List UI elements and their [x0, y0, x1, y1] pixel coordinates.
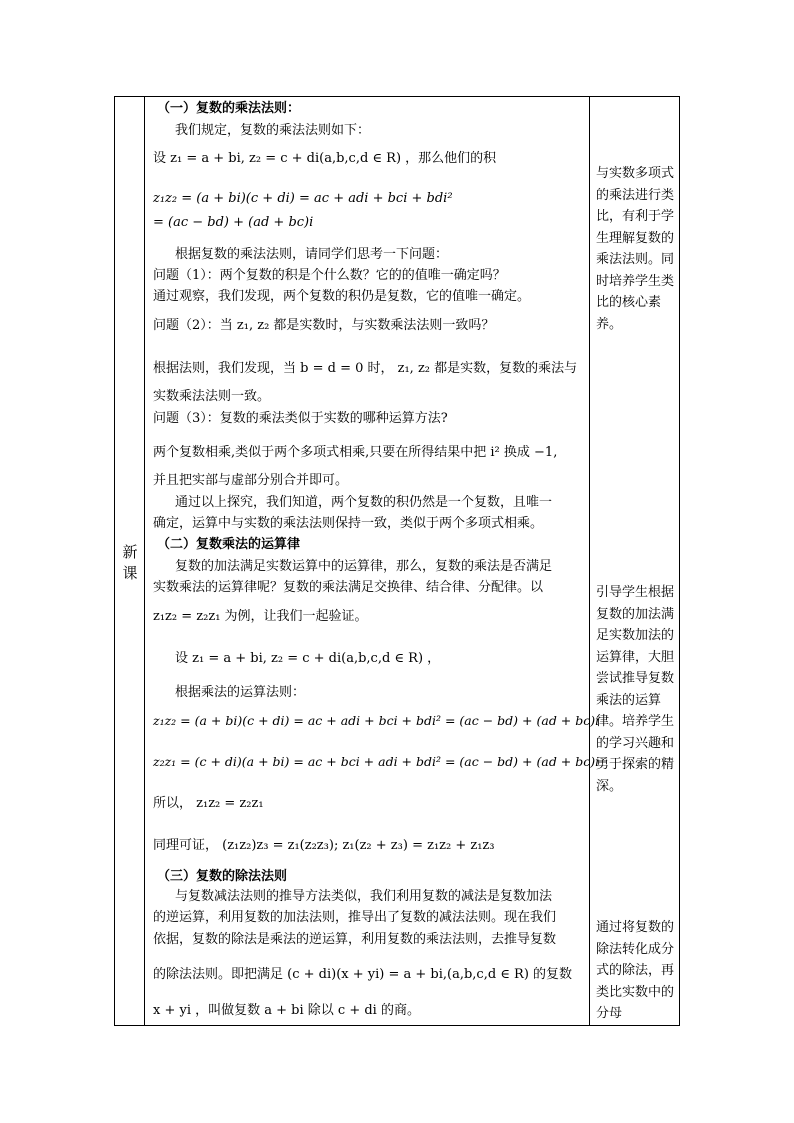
equation: z₂z₁ = (c + di)(a + bi) = ac + bci + adi + bdi² = (ac − bd) + (ad + bc)i [153, 754, 600, 769]
paragraph-definition: 设 z₁ = a + bi, z₂ = c + di(a,b,c,d ∈ R) ，那么他们的积 [153, 151, 497, 166]
note-multiplication: 与实数多项式的乘法进行类比，有利于学生理解复数的乘法法则。同时培养学生类比的核心素养。 [596, 166, 675, 332]
paragraph: 根据乘法的运算法则： [175, 685, 306, 700]
notes-column [589, 97, 679, 1025]
paragraph: z₁z₂ = z₂z₁ 为例，让我们一起验证。 [153, 609, 368, 624]
lesson-table [114, 96, 680, 1026]
answer-3: 两个复数相乘,类似于两个多项式相乘,只要在所得结果中把 i² 换成 −1, [153, 445, 558, 460]
answer-2: 根据法则，我们发现，当 b = d = 0 时， z₁, z₂ 都是实数，复数的乘法与 [153, 361, 578, 376]
heading-multiplication-rule: （一）复数的乘法法则： [157, 101, 301, 116]
paragraph: 与复数减法法则的推导方法类似，我们利用复数的减法是复数加法 [175, 889, 553, 904]
section-label: 新课 [122, 543, 138, 582]
paragraph: 复数的加法满足实数运算中的运算律，那么，复数的乘法是否满足 [175, 559, 553, 574]
paragraph: 所以， z₁z₂ = z₂z₁ [153, 796, 264, 811]
question-2: 问题（2）：当 z₁, z₂ 都是实数时，与实数乘法法则一致吗？ [153, 318, 495, 333]
paragraph: 根据复数的乘法法则，请同学们思考一下问题： [175, 247, 449, 262]
heading-division-rule: （三）复数的除法法则 [157, 869, 288, 884]
answer-3-cont: 并且把实部与虚部分别合并即可。 [153, 473, 349, 488]
answer-1: 通过观察，我们发现，两个复数的积仍是复数，它的值唯一确定。 [153, 289, 531, 304]
note-division: 通过将复数的除法转化成分式的除法，再类比实数中的分母 [596, 920, 675, 1021]
paragraph: 我们规定，复数的乘法法则如下： [175, 123, 371, 138]
question-1: 问题（1）：两个复数的积是个什么数？它的的值唯一确定吗？ [153, 268, 506, 283]
equation: z₁z₂ = (a + bi)(c + di) = ac + adi + bci + bdi² = (ac − bd) + (ad + bc)i [153, 713, 600, 728]
equation: z₁z₂ = (a + bi)(c + di) = ac + adi + bci + bdi² [153, 191, 453, 206]
paragraph: x + yi ，叫做复数 a + bi 除以 c + di 的商。 [153, 1003, 420, 1018]
paragraph: 的逆运算，利用复数的加法法则，推导出了复数的减法法则。现在我们 [153, 910, 557, 925]
section-column [115, 97, 145, 1025]
paragraph: 确定，运算中与实数的乘法法则保持一致，类似于两个多项式相乘。 [153, 516, 544, 531]
question-3: 问题（3）：复数的乘法类似于实数的哪种运算方法? [153, 411, 448, 426]
equation: = (ac − bd) + (ad + bc)i [153, 215, 314, 230]
paragraph: 实数乘法的运算律呢？复数的乘法满足交换律、结合律、分配律。以 [153, 580, 544, 595]
paragraph: 同理可证， (z₁z₂)z₃ = z₁(z₂z₃); z₁(z₂ + z₃) = z₁z₂ + z₁z₃ [153, 838, 495, 853]
paragraph: 的除法法则。即把满足 (c + di)(x + yi) = a + bi,(a,b,c,d ∈ R) 的复数 [153, 967, 573, 982]
note-laws: 引导学生根据复数的加法满足实数加法的运算律，大胆尝试推导复数乘法的运算律。培养学生的学习兴趣和勇于探索的精深。 [596, 585, 675, 794]
answer-2-cont: 实数乘法法则一致。 [153, 389, 271, 404]
paragraph: 依据，复数的除法是乘法的逆运算，利用复数的乘法法则，去推导复数 [153, 932, 557, 947]
paragraph: 设 z₁ = a + bi, z₂ = c + di(a,b,c,d ∈ R) ， [175, 651, 441, 666]
paragraph: 通过以上探究，我们知道，两个复数的积仍然是一个复数，且唯一 [175, 495, 553, 510]
heading-multiplication-laws: （二）复数乘法的运算律 [157, 537, 301, 552]
